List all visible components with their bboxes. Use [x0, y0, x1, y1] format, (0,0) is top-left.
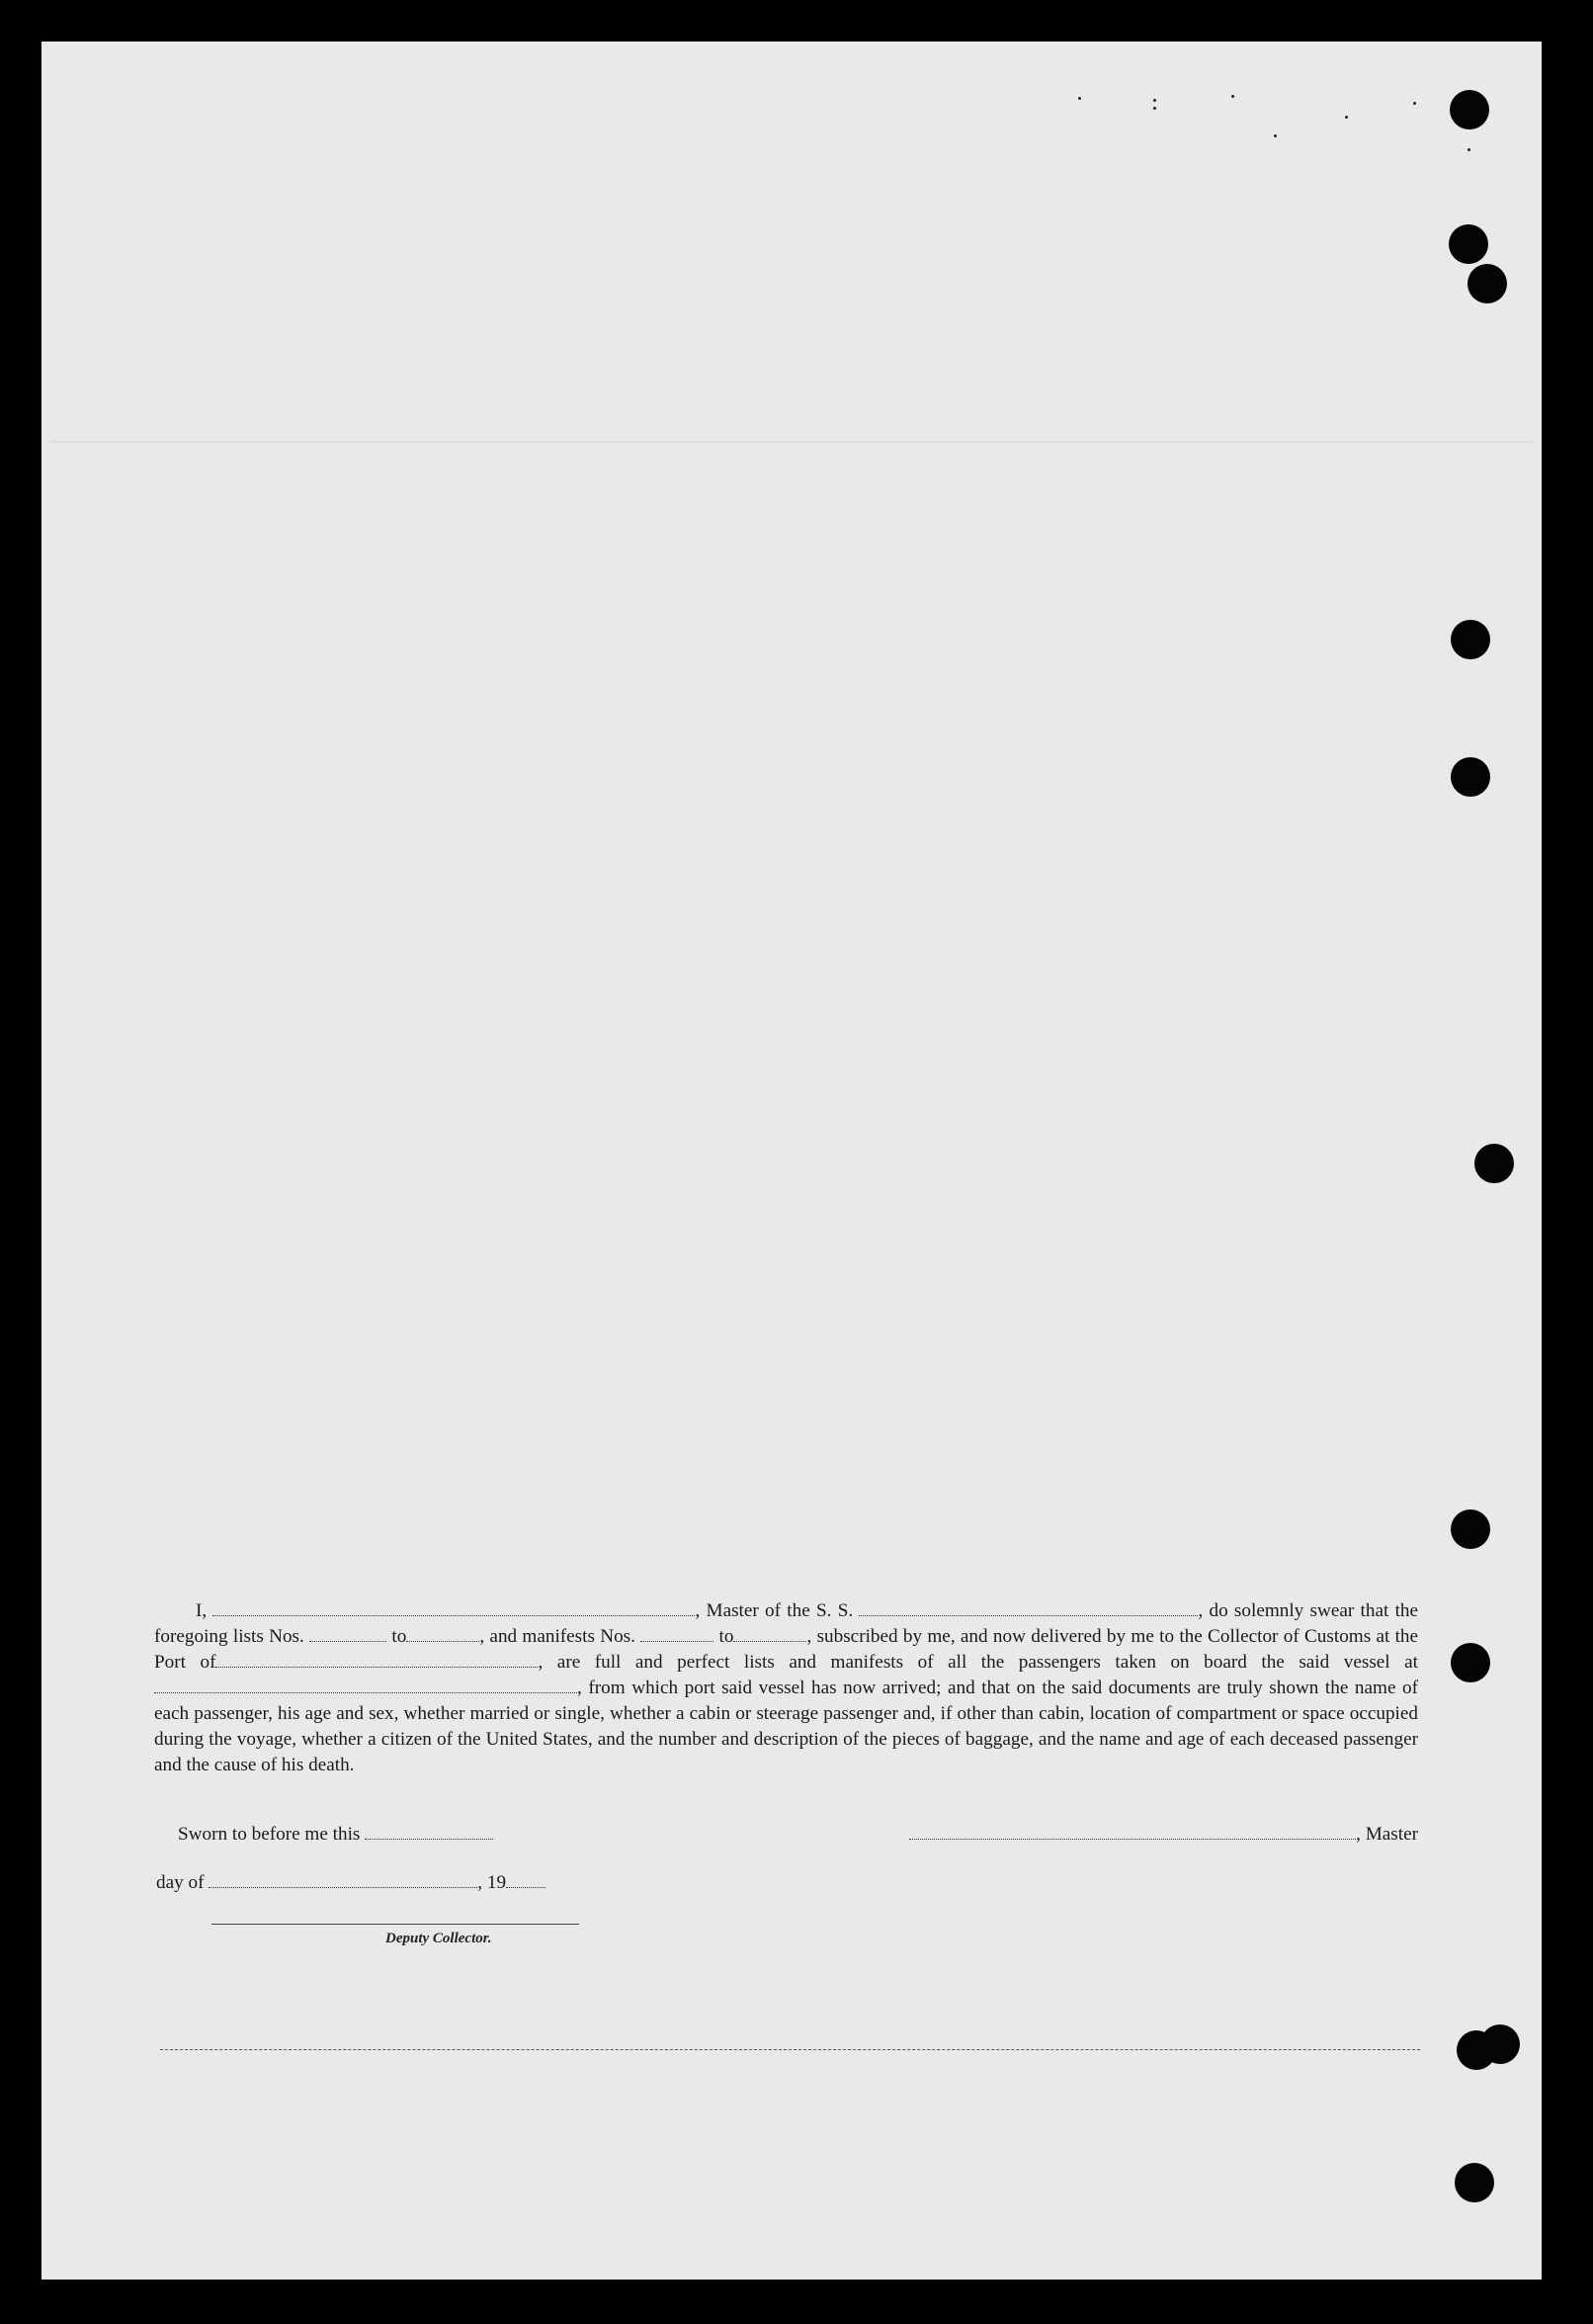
master-label: , Master [1356, 1824, 1418, 1845]
ship-name-blank[interactable] [859, 1599, 1198, 1616]
lists-from-blank[interactable] [309, 1625, 386, 1642]
speck [1413, 102, 1416, 105]
punch-hole [1467, 264, 1507, 303]
and-manifests-text: , and manifests Nos. [479, 1626, 635, 1647]
sworn-label: Sworn to before me this [178, 1824, 361, 1845]
lists-to-blank[interactable] [406, 1625, 479, 1642]
from-which-text: , from which [577, 1678, 679, 1698]
master-name-blank[interactable] [212, 1599, 695, 1616]
day-of-label: day of [156, 1872, 205, 1893]
punch-hole [1451, 1643, 1490, 1682]
speck [1078, 97, 1081, 100]
delivered-text: delivered by me to the Collector of Customs at the Port of [154, 1626, 1419, 1673]
departure-port-blank[interactable] [154, 1677, 577, 1693]
speck [1345, 116, 1348, 119]
subscribed-text: , subscribed by me, and now [806, 1626, 1026, 1647]
punch-hole [1480, 2024, 1520, 2064]
full-perfect-text: , are full and perfect lists and [538, 1652, 817, 1673]
deputy-signature-line[interactable] [211, 1924, 579, 1925]
day-row [156, 1871, 545, 1894]
oath-paragraph [154, 1598, 1418, 1778]
oath-body-rest: port said vessel has now arrived; and that on the said documents are truly shown the name of each passenger, his age and sex, whether married or single, whether a cabin or steerage passenger and, if other than cabin, location of compartment or space occupied during the voyage, whether a citizen of the United States, and the number and description of the pieces of baggage, and the name and age of each deceased passenger and the cause of his death. [154, 1678, 1419, 1775]
manifests-from-blank[interactable] [640, 1625, 713, 1642]
faint-divider [49, 441, 1534, 443]
to-text-1: to [391, 1626, 407, 1647]
speck [1231, 95, 1234, 98]
bottom-dashed-rule [160, 2049, 1420, 2050]
do-solemnly-text: , do solemnly [1198, 1600, 1304, 1621]
to-text-2: to [718, 1626, 734, 1647]
port-blank[interactable] [215, 1651, 538, 1668]
form-paper [42, 42, 1542, 2280]
year-blank[interactable] [506, 1871, 545, 1888]
year-prefix: , 19 [477, 1872, 507, 1893]
sworn-row [154, 1823, 1418, 1852]
manifests-all-text: manifests of all the passengers taken on board the said vessel at [830, 1652, 1418, 1673]
master-signature-blank[interactable] [909, 1823, 1356, 1840]
punch-hole [1455, 2163, 1494, 2202]
swear-lists-text: swear that the foregoing lists Nos. [154, 1600, 1419, 1647]
speck [1153, 107, 1156, 110]
sworn-day-blank[interactable] [365, 1823, 493, 1840]
deputy-collector-label: Deputy Collector. [385, 1931, 492, 1946]
speck [1274, 134, 1277, 137]
master-of-ship-text: , Master of the S. S. [695, 1600, 854, 1621]
punch-hole [1474, 1144, 1514, 1183]
speck [1153, 99, 1156, 102]
punch-hole [1451, 1509, 1490, 1549]
oath-pronoun: I, [196, 1600, 208, 1621]
speck [1467, 148, 1470, 151]
punch-hole [1451, 620, 1490, 659]
punch-hole [1450, 90, 1489, 129]
punch-hole [1449, 224, 1488, 264]
punch-hole [1451, 757, 1490, 797]
manifests-to-blank[interactable] [733, 1625, 806, 1642]
month-blank[interactable] [209, 1871, 477, 1888]
